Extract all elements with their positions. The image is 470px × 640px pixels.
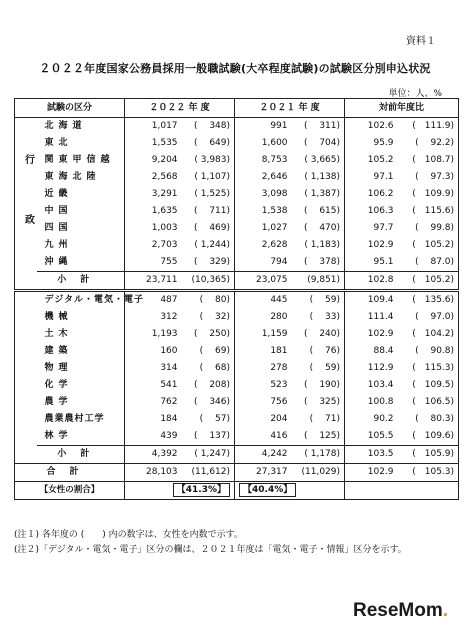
cell-2022-women: ( 329): [193, 257, 231, 267]
header-row: [15, 99, 459, 118]
cell-2022-women: ( 469): [193, 223, 231, 233]
cell-2021-women: ( 1,183): [304, 240, 341, 250]
cell-2022: 755: [125, 254, 181, 272]
subtotal-2021: 4,242: [235, 446, 291, 464]
women-ratio-label: 【女性の割合】: [15, 482, 125, 500]
cell-2022-women: ( 649): [193, 138, 231, 148]
cell-2021: 181: [235, 343, 291, 360]
table-row: [15, 135, 459, 152]
cell-2022-women: ( 32): [199, 312, 231, 322]
row-category: 関東甲信越: [44, 155, 115, 165]
cell-2021: 2,628: [235, 237, 291, 254]
cell-2021-women: ( 76): [309, 346, 341, 356]
cell-2022-women: ( 208): [193, 380, 231, 390]
cell-2021: 1,027: [235, 220, 291, 237]
row-category: 物理: [44, 363, 73, 373]
cell-ratio-women: ( 105.2): [397, 237, 459, 254]
cell-2021: 278: [235, 360, 291, 377]
cell-2021: 2,646: [235, 169, 291, 186]
cell-ratio-women: ( 92.2): [397, 135, 459, 152]
cell-2021: 1,600: [235, 135, 291, 152]
row-category: 林学: [44, 431, 73, 441]
table-row: [15, 254, 459, 272]
table-row: [15, 377, 459, 394]
row-category: 沖縄: [44, 257, 73, 267]
cell-2022-women: ( 346): [193, 397, 231, 407]
admin-section: [15, 118, 459, 291]
cell-ratio-women: ( 109.5): [397, 377, 459, 394]
cell-2022-women: ( 68): [199, 363, 231, 373]
cell-ratio: 105.5: [345, 428, 397, 446]
cell-2021-women: ( 325): [303, 397, 341, 407]
subtotal-row: [15, 446, 459, 464]
table-row: [15, 309, 459, 326]
cell-ratio: 88.4: [345, 343, 397, 360]
row-category: 農業農村工学: [44, 414, 105, 424]
cell-2022: 3,291: [125, 186, 181, 203]
cell-ratio-women: ( 135.6): [397, 291, 459, 310]
total-ratio: 102.9: [345, 464, 397, 482]
cell-2022: 2,568: [125, 169, 181, 186]
women-ratio-2022: 【41.3%】: [173, 483, 230, 497]
cell-2021-women: ( 704): [303, 138, 341, 148]
cell-2022-women: ( 137): [193, 431, 231, 441]
row-category: 近畿: [44, 189, 73, 199]
cell-ratio: 103.4: [345, 377, 397, 394]
table-row: [15, 360, 459, 377]
logo-accent: .: [442, 600, 448, 621]
row-category: 機械: [44, 312, 73, 322]
cell-2022-women: ( 3,983): [194, 155, 231, 165]
cell-ratio: 105.2: [345, 152, 397, 169]
cell-2021: 8,753: [235, 152, 291, 169]
table-row: [15, 291, 459, 310]
cell-2022-women: ( 1,107): [194, 172, 231, 182]
cell-2021: 3,098: [235, 186, 291, 203]
cell-2022: 314: [125, 360, 181, 377]
footnote-1: (注１) 各年度の ( ) 内の数字は、女性を内数で示す。: [14, 530, 243, 540]
tech-section: [15, 291, 459, 464]
cell-2021-women: ( 59): [309, 363, 341, 373]
table-row: [15, 343, 459, 360]
cell-ratio-women: ( 104.2): [397, 326, 459, 343]
footnote-2: (注２)「デジタル・電気・電子」区分の欄は、２０２１年度は「電気・電子・情報」区分を示す。: [14, 545, 407, 555]
header-category: 試験の区分: [15, 99, 125, 118]
cell-2021-women: ( 1,138): [304, 172, 341, 182]
cell-2021-women: ( 3,665): [304, 155, 341, 165]
cell-ratio-women: ( 97.3): [397, 169, 459, 186]
cell-ratio: 102.6: [345, 118, 397, 136]
cell-2021: 445: [235, 291, 291, 310]
reference-label: 資料１: [406, 36, 436, 47]
cell-2021-women: ( 1,387): [304, 189, 341, 199]
cell-ratio: 106.3: [345, 203, 397, 220]
cell-ratio: 112.9: [345, 360, 397, 377]
cell-2021: 416: [235, 428, 291, 446]
cell-2021-women: ( 71): [309, 414, 341, 424]
row-category: デジタル・電気・電子: [37, 291, 125, 310]
cell-2022: 1,535: [125, 135, 181, 152]
cell-2021-women: ( 33): [309, 312, 341, 322]
cell-2022-women: ( 57): [199, 414, 231, 424]
subtotal-row: [15, 272, 459, 291]
cell-2022: 312: [125, 309, 181, 326]
women-ratio-row: [15, 482, 459, 500]
women-ratio-2021: 【40.4%】: [239, 483, 296, 497]
cell-ratio-women: ( 109.6): [397, 428, 459, 446]
row-category: 九州: [44, 240, 73, 250]
row-category: 農学: [44, 397, 73, 407]
cell-ratio-women: ( 87.0): [397, 254, 459, 272]
cell-2022-women: ( 69): [199, 346, 231, 356]
cell-2022: 184: [125, 411, 181, 428]
cell-2021-women: ( 615): [303, 206, 341, 216]
header-2021: ２０２１ 年 度: [235, 99, 345, 118]
section-label-admin: 行政: [15, 118, 37, 291]
cell-ratio: 100.8: [345, 394, 397, 411]
total-row: [15, 464, 459, 482]
header-2022: ２０２２ 年 度: [125, 99, 235, 118]
table-row: [15, 203, 459, 220]
cell-2022: 487: [125, 291, 181, 310]
cell-2022: 1,017: [125, 118, 181, 136]
cell-ratio: 102.9: [345, 237, 397, 254]
cell-ratio-women: ( 80.3): [397, 411, 459, 428]
cell-2022: 541: [125, 377, 181, 394]
subtotal-2022-women: (10,365): [181, 272, 235, 291]
cell-2022-women: ( 711): [193, 206, 231, 216]
table-row: [15, 428, 459, 446]
table-row: [15, 186, 459, 203]
cell-ratio-women: ( 106.5): [397, 394, 459, 411]
unit-label: 単位：人、%: [388, 89, 442, 99]
row-category: 四国: [44, 223, 73, 233]
cell-2022-women: ( 1,525): [194, 189, 231, 199]
cell-2021: 991: [235, 118, 291, 136]
cell-ratio: 97.7: [345, 220, 397, 237]
cell-ratio-women: ( 111.9): [397, 118, 459, 136]
cell-ratio: 90.2: [345, 411, 397, 428]
row-category: 土木: [44, 329, 73, 339]
table-row: [15, 220, 459, 237]
subtotal-2022-women: ( 1,247): [181, 446, 235, 464]
table-row: [15, 118, 459, 136]
cell-2021: 756: [235, 394, 291, 411]
cell-2021-women: ( 125): [303, 431, 341, 441]
cell-2021: 204: [235, 411, 291, 428]
cell-ratio: 95.1: [345, 254, 397, 272]
row-category: 中国: [44, 206, 73, 216]
subtotal-ratio-women: ( 105.9): [397, 446, 459, 464]
row-category: 建築: [44, 346, 73, 356]
table-row: [15, 237, 459, 254]
cell-2021-women: ( 190): [303, 380, 341, 390]
total-ratio-women: ( 105.3): [397, 464, 459, 482]
cell-2021-women: ( 59): [291, 291, 345, 310]
page-title: ２０２２年度国家公務員採用一般職試験(大卒程度試験)の試験区分別申込状況: [39, 62, 431, 75]
cell-2022: 439: [125, 428, 181, 446]
table-row: [15, 169, 459, 186]
cell-ratio: 111.4: [345, 309, 397, 326]
cell-2022-women: ( 250): [193, 329, 231, 339]
total-2022: 28,103: [125, 464, 181, 482]
cell-2022: 1,193: [125, 326, 181, 343]
cell-2022: 2,703: [125, 237, 181, 254]
cell-ratio-women: ( 90.8): [397, 343, 459, 360]
total-label: 合計: [15, 464, 125, 482]
cell-2021-women: ( 378): [303, 257, 341, 267]
subtotal-label: 小計: [37, 272, 125, 291]
cell-ratio-women: ( 108.7): [397, 152, 459, 169]
cell-2022: 762: [125, 394, 181, 411]
footnotes: [14, 528, 407, 558]
cell-2021-women: ( 311): [303, 121, 341, 131]
cell-ratio: 102.9: [345, 326, 397, 343]
cell-ratio-women: ( 115.6): [397, 203, 459, 220]
total-section: [15, 464, 459, 500]
cell-2022: 1,635: [125, 203, 181, 220]
resemom-logo: [353, 600, 448, 622]
cell-2021: 794: [235, 254, 291, 272]
cell-2022: 160: [125, 343, 181, 360]
cell-2021: 523: [235, 377, 291, 394]
cell-2022-women: ( 80): [181, 291, 235, 310]
table-row: [15, 152, 459, 169]
cell-2022: 9,204: [125, 152, 181, 169]
cell-ratio: 109.4: [345, 291, 397, 310]
subtotal-ratio: 102.8: [345, 272, 397, 291]
row-category: 東海北陸: [44, 172, 101, 182]
cell-2021: 1,538: [235, 203, 291, 220]
subtotal-2021-women: (9,851): [291, 272, 345, 291]
subtotal-ratio: 103.5: [345, 446, 397, 464]
row-category: 化学: [44, 380, 73, 390]
subtotal-ratio-women: ( 105.2): [397, 272, 459, 291]
row-category: 東北: [44, 138, 73, 148]
subtotal-2022: 23,711: [125, 272, 181, 291]
cell-ratio-women: ( 109.9): [397, 186, 459, 203]
header-ratio: 対前年度比: [345, 99, 459, 118]
subtotal-2021: 23,075: [235, 272, 291, 291]
table-row: [15, 326, 459, 343]
total-2021-women: (11,029): [291, 464, 345, 482]
cell-ratio-women: ( 99.8): [397, 220, 459, 237]
cell-2022-women: ( 348): [193, 121, 231, 131]
cell-ratio: 97.1: [345, 169, 397, 186]
cell-2022-women: ( 1,244): [194, 240, 231, 250]
logo-text: ReseMom: [352, 600, 443, 621]
cell-ratio: 95.9: [345, 135, 397, 152]
application-table: [14, 98, 459, 500]
cell-2021: 1,159: [235, 326, 291, 343]
cell-2021-women: ( 470): [303, 223, 341, 233]
table-row: [15, 394, 459, 411]
cell-2021: 280: [235, 309, 291, 326]
cell-ratio-women: ( 115.3): [397, 360, 459, 377]
cell-ratio-women: ( 97.0): [397, 309, 459, 326]
cell-2022: 1,003: [125, 220, 181, 237]
table-row: [15, 411, 459, 428]
total-2022-women: (11,612): [181, 464, 235, 482]
subtotal-2022: 4,392: [125, 446, 181, 464]
subtotal-label: 小計: [37, 446, 125, 464]
cell-2021-women: ( 240): [303, 329, 341, 339]
row-category: 北海道: [44, 121, 87, 131]
total-2021: 27,317: [235, 464, 291, 482]
section-spacer: [15, 291, 37, 464]
subtotal-2021-women: ( 1,178): [291, 446, 345, 464]
cell-ratio: 106.2: [345, 186, 397, 203]
